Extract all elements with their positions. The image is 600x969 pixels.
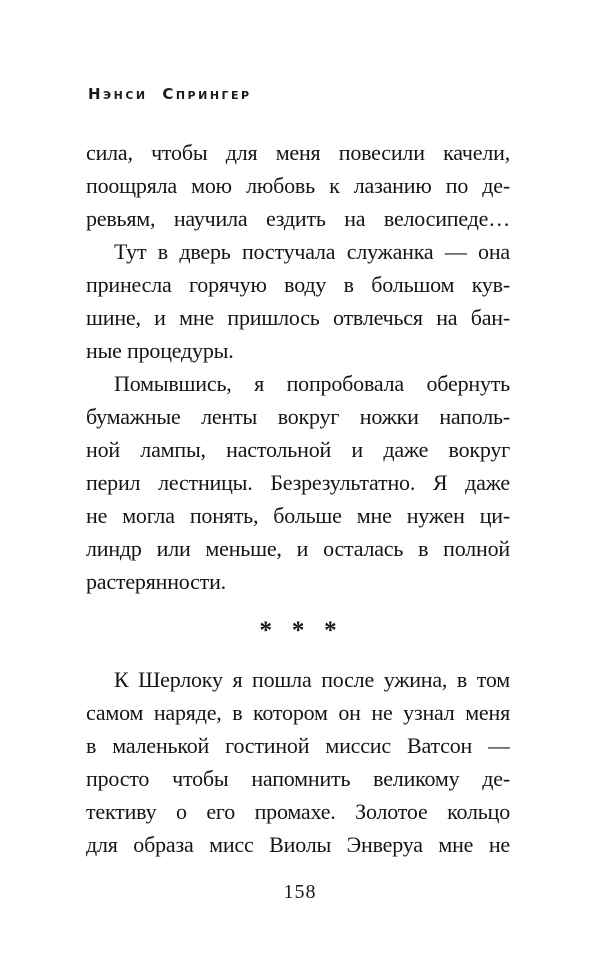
text-line: в маленькой гостиной миссис Ватсон —	[86, 733, 510, 758]
text-line: линдр или меньше, и осталась в полной	[86, 536, 510, 561]
text-line paragraph-end: растерянности.	[86, 569, 226, 594]
text-line: просто чтобы напомнить великому де-	[86, 766, 510, 791]
text-line: самом наряде, в котором он не узнал меня	[86, 700, 510, 725]
text-line: сила, чтобы для меня повесили качели,	[86, 140, 510, 165]
text-line: поощряла мою любовь к лазанию по де-	[86, 173, 510, 198]
running-header-author: Нэнси Спрингер	[88, 85, 252, 103]
text-line: ной лампы, настольной и даже вокруг	[86, 437, 510, 462]
text-line: принесла горячую воду в большом кув-	[86, 272, 510, 297]
text-line: ревьям, научила ездить на велосипеде…	[86, 206, 510, 231]
page-number: 158	[283, 881, 317, 903]
text-line: бумажные ленты вокруг ножки наполь-	[86, 404, 510, 429]
text-line paragraph-end: ные процедуры.	[86, 338, 234, 363]
text-line paragraph-start: Помывшись, я попробовала обернуть	[114, 371, 510, 396]
text-line: не могла понять, больше мне нужен ци-	[86, 503, 510, 528]
text-line paragraph-start: К Шерлоку я пошла после ужина, в том	[114, 667, 510, 692]
text-line paragraph-start: Тут в дверь постучала служанка — она	[114, 239, 510, 264]
text-line: тективу о его промахе. Золотое кольцо	[86, 799, 510, 824]
text-line: для образа мисс Виолы Энверуа мне не	[86, 832, 510, 857]
text-line: перил лестницы. Безрезультатно. Я даже	[86, 470, 510, 495]
text-line: шине, и мне пришлось отвлечься на бан-	[86, 305, 510, 330]
section-break-asterisks: * * *	[259, 617, 337, 644]
body-text-block	[86, 136, 510, 861]
